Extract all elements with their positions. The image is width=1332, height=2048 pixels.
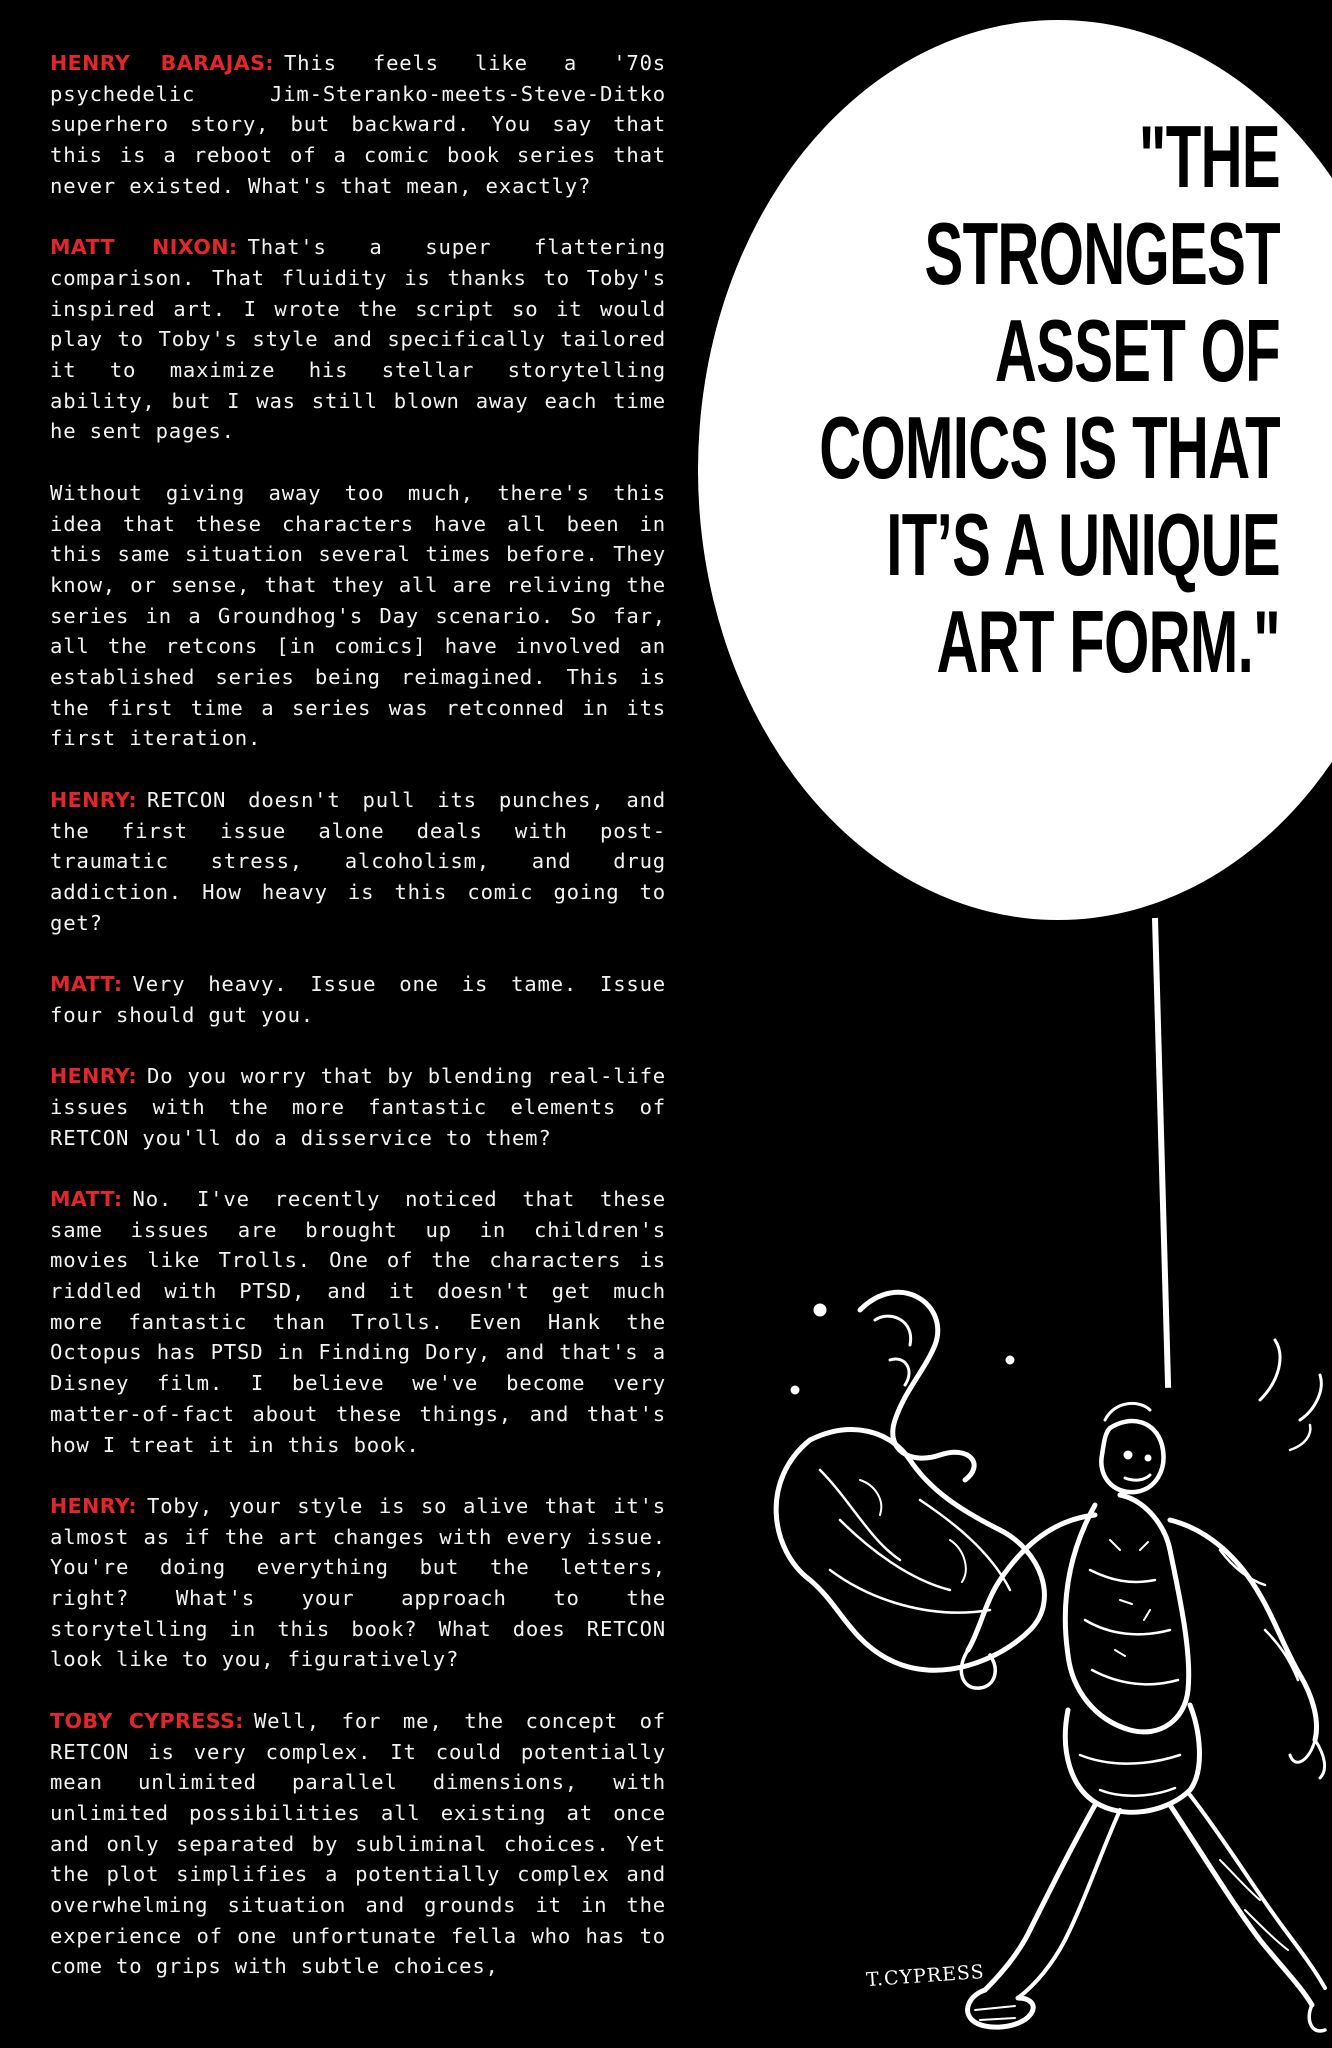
artist-signature: T.CYPRESS: [865, 1960, 986, 1992]
paragraph-text: No. I've recently noticed that these same issues are brought up in children's movies like Trolls. One of the characters is riddled with PTSD, and it doesn't get much more fantastic than Trolls. Even Hank the Octopus has PTSD in Finding Dory, and that's a Disney film. I believe we've become very matter-of-fact about these things, and that's how I treat it in this book.: [50, 1186, 666, 1457]
interview-paragraph: [50, 48, 666, 202]
interview-paragraph: [50, 1706, 666, 1982]
paragraph-text: Do you worry that by blending real-life issues with the more fantastic elements of RETCON you'll do a disservice to them?: [50, 1064, 666, 1150]
paragraph-text: Toby, your style is so alive that it's almost as if the art changes with every issue. You're doing everything but the letters, right? What's your approach to the storytelling in this book? What does RETCON look like to you, figuratively?: [50, 1493, 666, 1672]
speaker-name: TOBY CYPRESS:: [50, 1708, 244, 1733]
interview-paragraph: [50, 1491, 666, 1675]
pull-quote-line: ASSET OF: [994, 301, 1280, 400]
interview-paragraph: [50, 1184, 666, 1460]
interview-paragraph: [50, 785, 666, 939]
speaker-name: HENRY BARAJAS:: [50, 51, 274, 75]
pull-quote-line: IT’S A UNIQUE: [886, 495, 1280, 594]
speaker-name: MATT:: [50, 972, 123, 997]
paragraph-text: Without giving away too much, there's this idea that these characters have all been in this same situation several times before. They know, or sense, that they all are reliving the series in a Groundhog's Day scenario. So far, all the retcons [in comics] have involved an established series being reimagined. This is the first time a series was retconned in its first iteration.: [50, 480, 666, 751]
speaker-name: HENRY:: [50, 1493, 138, 1518]
interview-paragraph: [50, 478, 666, 754]
interview-paragraph: [50, 969, 666, 1030]
interview-paragraph: [50, 232, 666, 447]
paragraph-text: Well, for me, the concept of RETCON is very complex. It could potentially mean unlimited parallel dimensions, with unlimited possibilities all existing at once and only separated by subliminal choices. Yet the plot simplifies a potentially complex and overwhelming situation and grounds it in the experience of one unfortunate fella who has to come to grips with subtle choices,: [50, 1708, 666, 1979]
speaker-name: MATT:: [50, 1186, 123, 1211]
speaker-name: HENRY:: [50, 1064, 138, 1089]
speaker-name: MATT NIXON:: [50, 235, 238, 260]
interview-paragraph: [50, 1061, 666, 1153]
leaping-figure-illustration: [700, 1250, 1332, 2048]
pull-quote-line: STRONGEST: [924, 204, 1280, 303]
paragraph-text: That's a super flattering comparison. That fluidity is thanks to Toby's inspired art. I wrote the script so it would play to Toby's style and specifically tailored it to maximize his stellar storytelling ability, but I was still blown away each time he sent pages.: [50, 235, 666, 444]
pull-quote-line: COMICS IS THAT: [819, 398, 1280, 497]
paragraph-text: RETCON doesn't pull its punches, and the first issue alone deals with post-traumatic stress, alcoholism, and drug addiction. How heavy is this comic going to get?: [50, 787, 666, 935]
paragraph-text: This feels like a '70s psychedelic Jim-Steranko-meets-Steve-Ditko superhero story, but backward. You say that this is a reboot of a comic book series that never existed. What's that mean, exactly?: [50, 51, 666, 198]
pull-quote: [719, 108, 1280, 690]
interview-column: [50, 48, 666, 2013]
pull-quote-line: ART FORM.": [936, 592, 1280, 691]
pull-quote-line: "THE: [1138, 107, 1280, 206]
paragraph-text: Very heavy. Issue one is tame. Issue four should gut you.: [50, 972, 666, 1027]
speaker-name: HENRY:: [50, 787, 138, 812]
